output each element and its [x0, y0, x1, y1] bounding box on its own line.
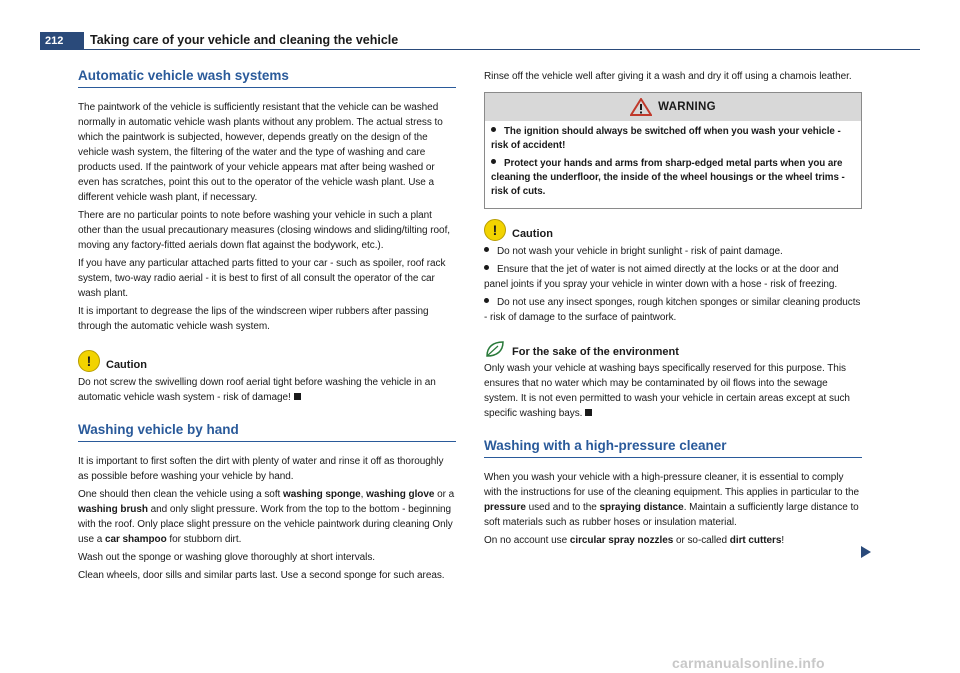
left-column — [78, 68, 456, 586]
caution-title: Caution — [106, 359, 147, 371]
paragraph: There are no particular points to note before washing your vehicle in such a plant other than the usual precautionary measures (closing windows and sliding/tilting roof, moving any factory-fitted aerials down flat against the bodywork, etc.). — [78, 210, 451, 251]
warning-body — [485, 121, 861, 208]
paragraph: It is important to first soften the dirt with plenty of water and rinse it off as thoroughly as possible before washing your vehicle by hand. — [78, 456, 444, 482]
environment-leaf-icon — [484, 339, 506, 359]
heading-hand-wash: Washing vehicle by hand — [78, 422, 456, 442]
bullet-icon — [484, 298, 489, 303]
paragraph: It is important to degrease the lips of the windscreen wiper rubbers after passing through the automatic vehicle wash system. — [78, 306, 429, 332]
bullet-icon — [491, 159, 496, 164]
paragraph: If you have any particular attached parts fitted to your car - such as spoiler, roof rack system, two-way radio aerial - it is best to first of all consult the operator of the car wash plant. — [78, 258, 446, 299]
environment-text: Only wash your vehicle at washing bays specifically reserved for this purpose. This ensures that no water which may be contaminated by oil flows into the sewage system. It is not even permitted to wash your vehicle in certain areas except at such specific washing bays. — [484, 363, 850, 419]
warning-item: The ignition should always be switched off when you wash your vehicle - risk of accident! — [491, 126, 841, 151]
caution-item: Ensure that the jet of water is not aimed directly at the locks or at the door and panel joints if you spray your vehicle in winter down with a hose - risk of freezing. — [484, 264, 839, 290]
caution-icon: ! — [78, 350, 100, 372]
caution-item: Do not use any insect sponges, rough kitchen sponges or similar cleaning products - risk of damage to the surface of paintwork. — [484, 297, 861, 323]
bullet-icon — [484, 265, 489, 270]
caution-header — [78, 350, 456, 372]
warning-item: Protect your hands and arms from sharp-edged metal parts when you are cleaning the underfloor, the inside of the wheel housings or the wheel trims - risk of cuts. — [491, 158, 845, 197]
bullet-icon — [484, 247, 489, 252]
paragraph: Rinse off the vehicle well after giving it a wash and dry it off using a chamois leather. — [484, 71, 852, 82]
bullet-icon — [491, 127, 496, 132]
caution-text: Do not screw the swivelling down roof aerial tight before washing the vehicle in an automatic vehicle wash system - risk of damage! — [78, 377, 436, 403]
heading-automatic-wash: Automatic vehicle wash systems — [78, 68, 456, 88]
paragraph: On no account use circular spray nozzles or so-called dirt cutters! — [484, 535, 785, 546]
paragraph: Wash out the sponge or washing glove thoroughly at short intervals. — [78, 552, 376, 563]
page-header — [40, 32, 920, 50]
right-column — [484, 69, 862, 551]
header-rule — [40, 49, 920, 50]
running-title: Taking care of your vehicle and cleaning the vehicle — [90, 33, 399, 47]
heading-high-pressure: Washing with a high-pressure cleaner — [484, 438, 862, 458]
page-number: 212 — [40, 32, 84, 50]
warning-box — [484, 92, 862, 209]
environment-title: For the sake of the environment — [512, 346, 679, 358]
caution-item: Do not wash your vehicle in bright sunlight - risk of paint damage. — [484, 244, 862, 259]
watermark: carmanualsonline.info — [672, 655, 825, 671]
continue-arrow-icon — [860, 546, 872, 558]
warning-title: WARNING — [658, 101, 716, 113]
warning-triangle-icon — [630, 98, 652, 116]
paragraph: The paintwork of the vehicle is sufficiently resistant that the vehicle can be washed normally in automatic vehicle wash plants without any problem. The actual stress to which the paintwork is subjected, however, depends greatly on the design of the vehicle wash system, the filtering of the water and the type of washing and care products used. If the paintwork of your vehicle appears mat after being washed or even has scratches, point this out to the operator of the vehicle wash plant. Use a different vehicle wash plant, if necessary. — [78, 102, 443, 203]
caution-title: Caution — [512, 228, 553, 240]
environment-header — [484, 339, 862, 359]
end-of-section-icon — [585, 409, 592, 416]
end-of-section-icon — [294, 393, 301, 400]
caution-icon: ! — [484, 219, 506, 241]
caution-header — [484, 219, 862, 241]
warning-header — [485, 93, 861, 121]
paragraph: When you wash your vehicle with a high-pressure cleaner, it is essential to comply with the instructions for use of the cleaning equipment. This applies in particular to the pressure used and to the spraying distance. Maintain a sufficiently large distance to soft materials such as rubber hoses or insulation material. — [484, 472, 859, 528]
paragraph: One should then clean the vehicle using a soft washing sponge, washing glove or a washing brush and only slight pressure. Work from the top to the bottom - beginning with the roof. Only place slight pressure on the vehicle paintwork during cleaning Only use a car shampoo for stubborn dirt. — [78, 489, 455, 545]
paragraph: Clean wheels, door sills and similar parts last. Use a second sponge for such areas. — [78, 570, 445, 581]
